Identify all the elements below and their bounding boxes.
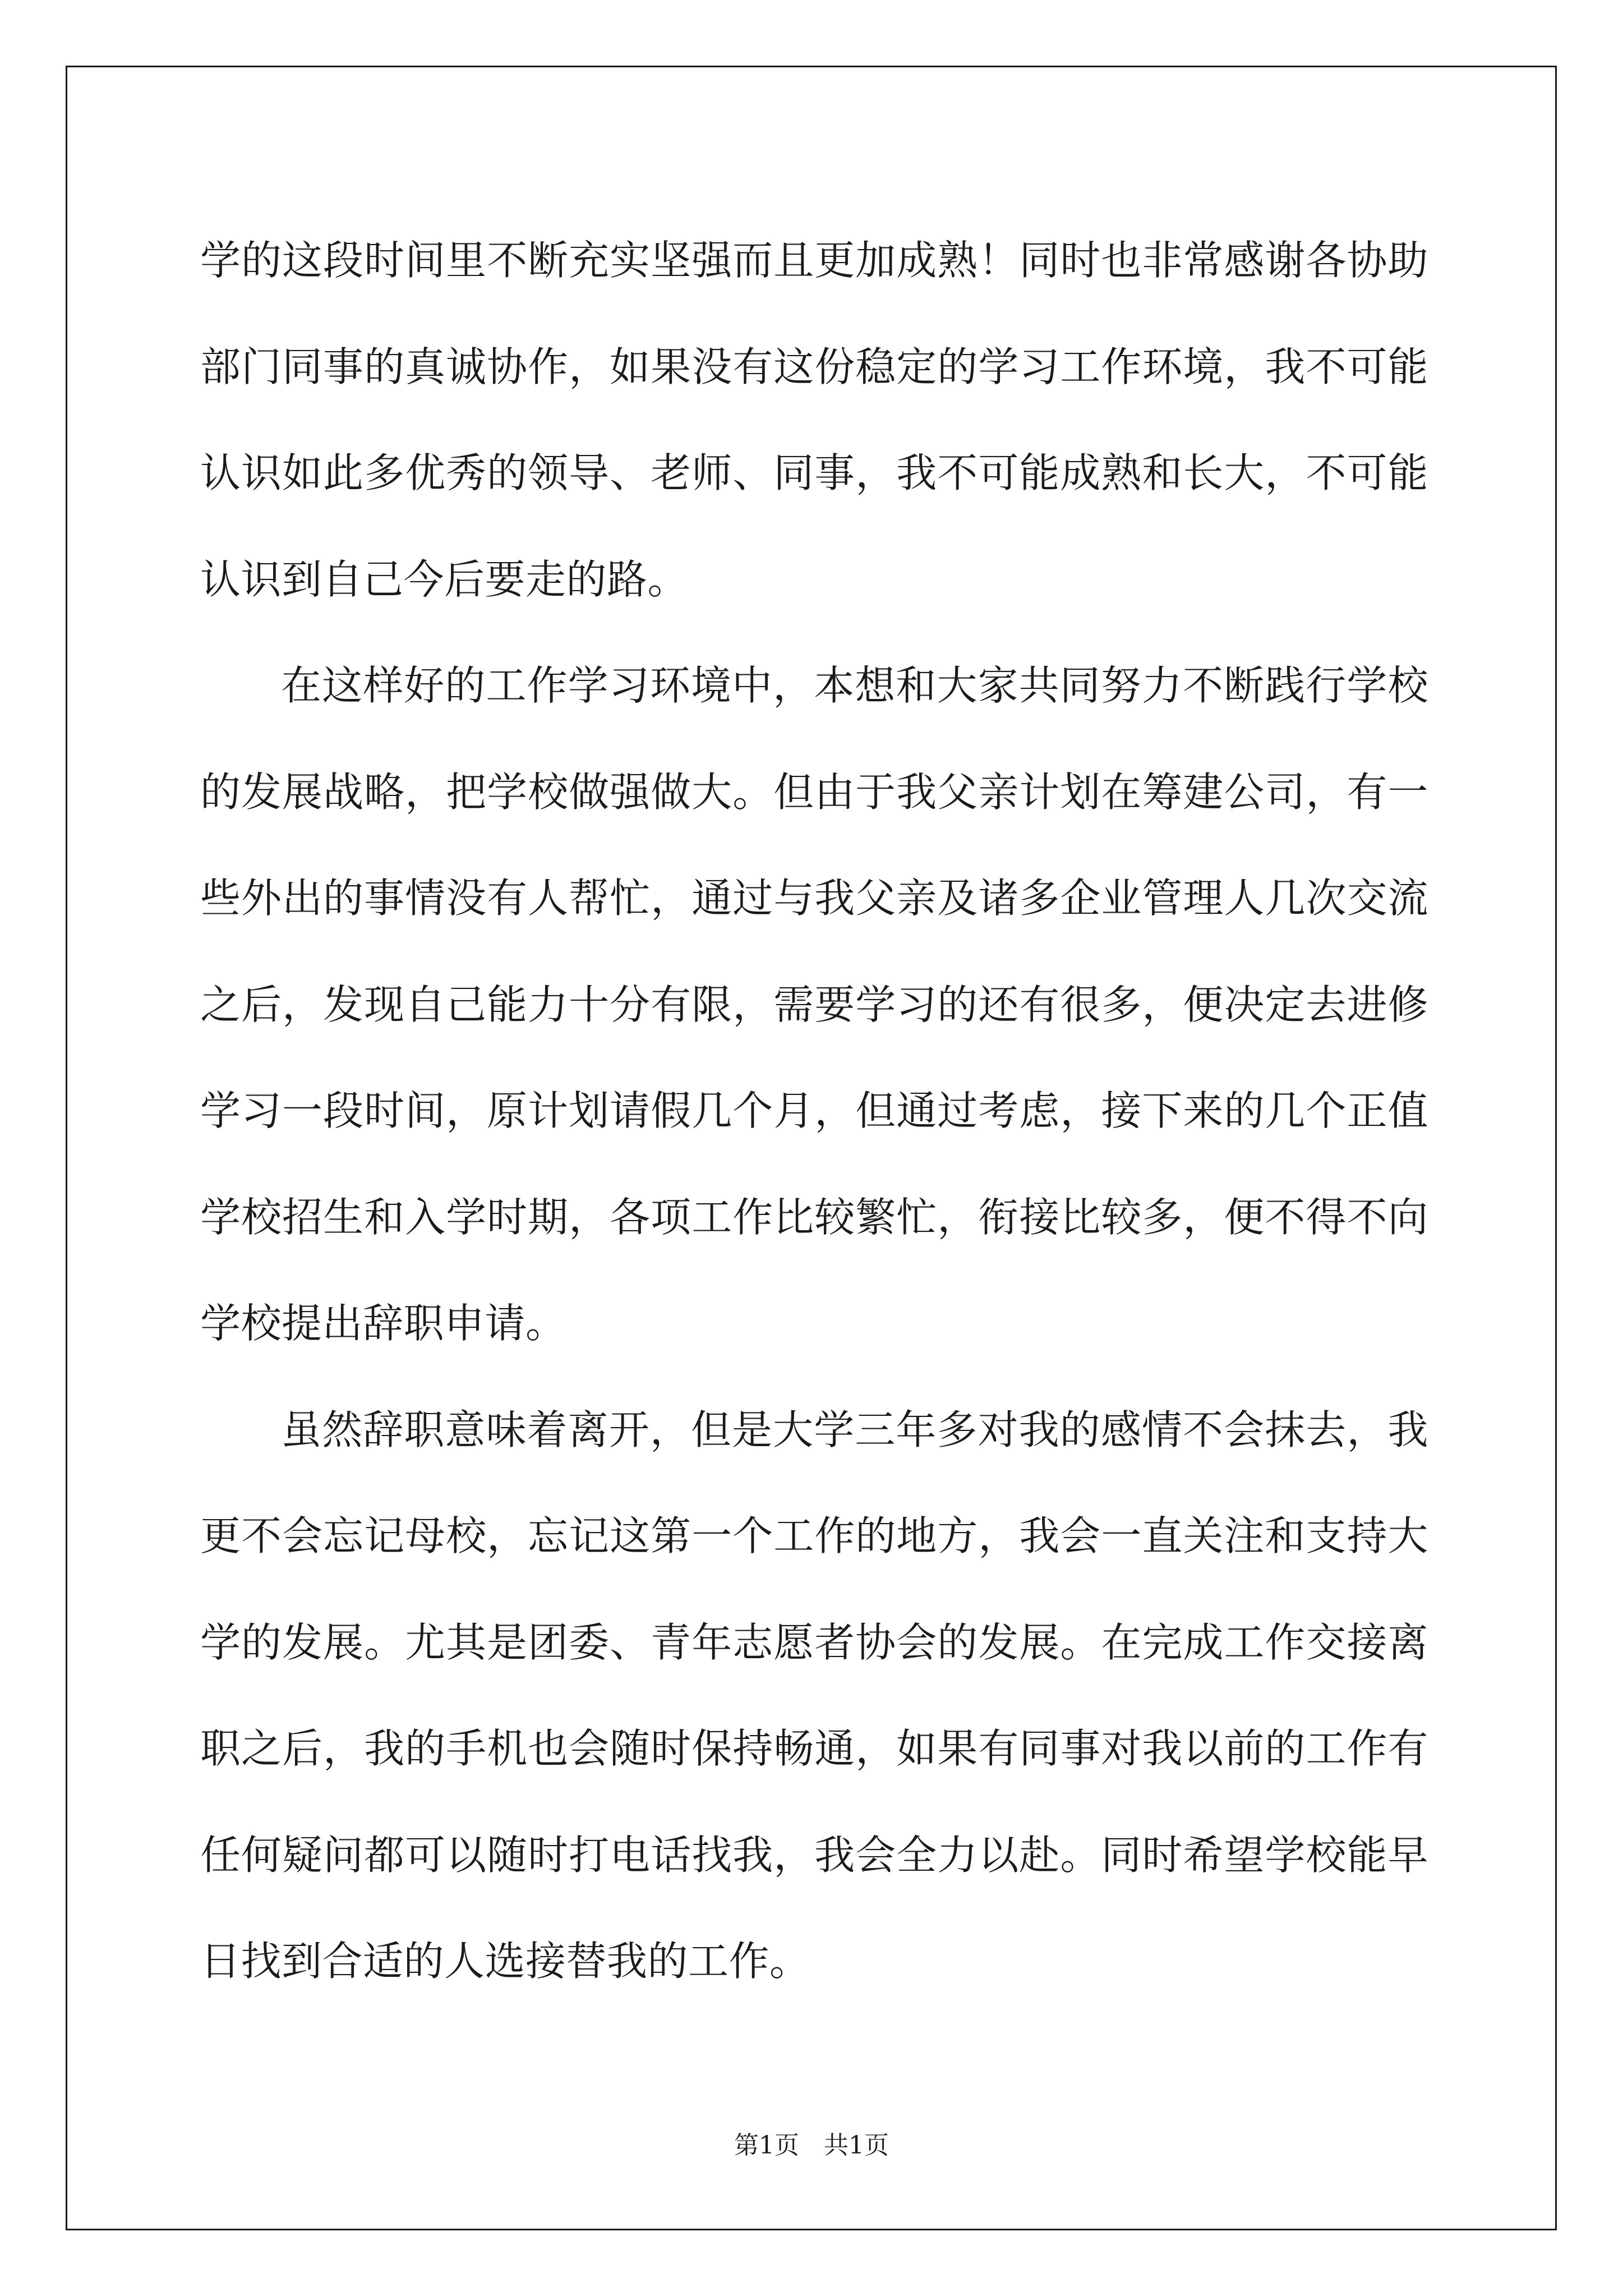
paragraph-1: 学的这段时间里不断充实坚强而且更加成熟！同时也非常感谢各协助部门同事的真诚协作，如果没有这份稳定的学习工作环境，我不可能认识如此多优秀的领导、老师、同事，我不可能成熟和长大，不可能认识到自己今后要走的路。 [200, 237, 1428, 603]
document-body [200, 208, 1428, 2015]
paragraph-2: 在这样好的工作学习环境中，本想和大家共同努力不断践行学校的发展战略，把学校做强做大。但由于我父亲计划在筹建公司，有一些外出的事情没有人帮忙，通过与我父亲及诸多企业管理人几次交流之后，发现自己能力十分有限，需要学习的还有很多，便决定去进修学习一段时间，原计划请假几个月，但通过考虑，接下来的几个正值学校招生和入学时期，各项工作比较繁忙，衔接比较多，便不得不向学校提出辞职申请。 [200, 662, 1428, 1347]
page-number-total: 共1页 [824, 2131, 889, 2160]
page-footer [0, 2125, 1623, 2161]
paragraph-3: 虽然辞职意味着离开，但是大学三年多对我的感情不会抹去，我更不会忘记母校，忘记这第一个工作的地方，我会一直关注和支持大学的发展。尤其是团委、青年志愿者协会的发展。在完成工作交接离职之后，我的手机也会随时保持畅通，如果有同事对我以前的工作有任何疑问都可以随时打电话找我，我会全力以赴。同时希望学校能早日找到合适的人选接替我的工作。 [200, 1406, 1428, 1985]
page-number-current: 第1页 [734, 2131, 799, 2160]
